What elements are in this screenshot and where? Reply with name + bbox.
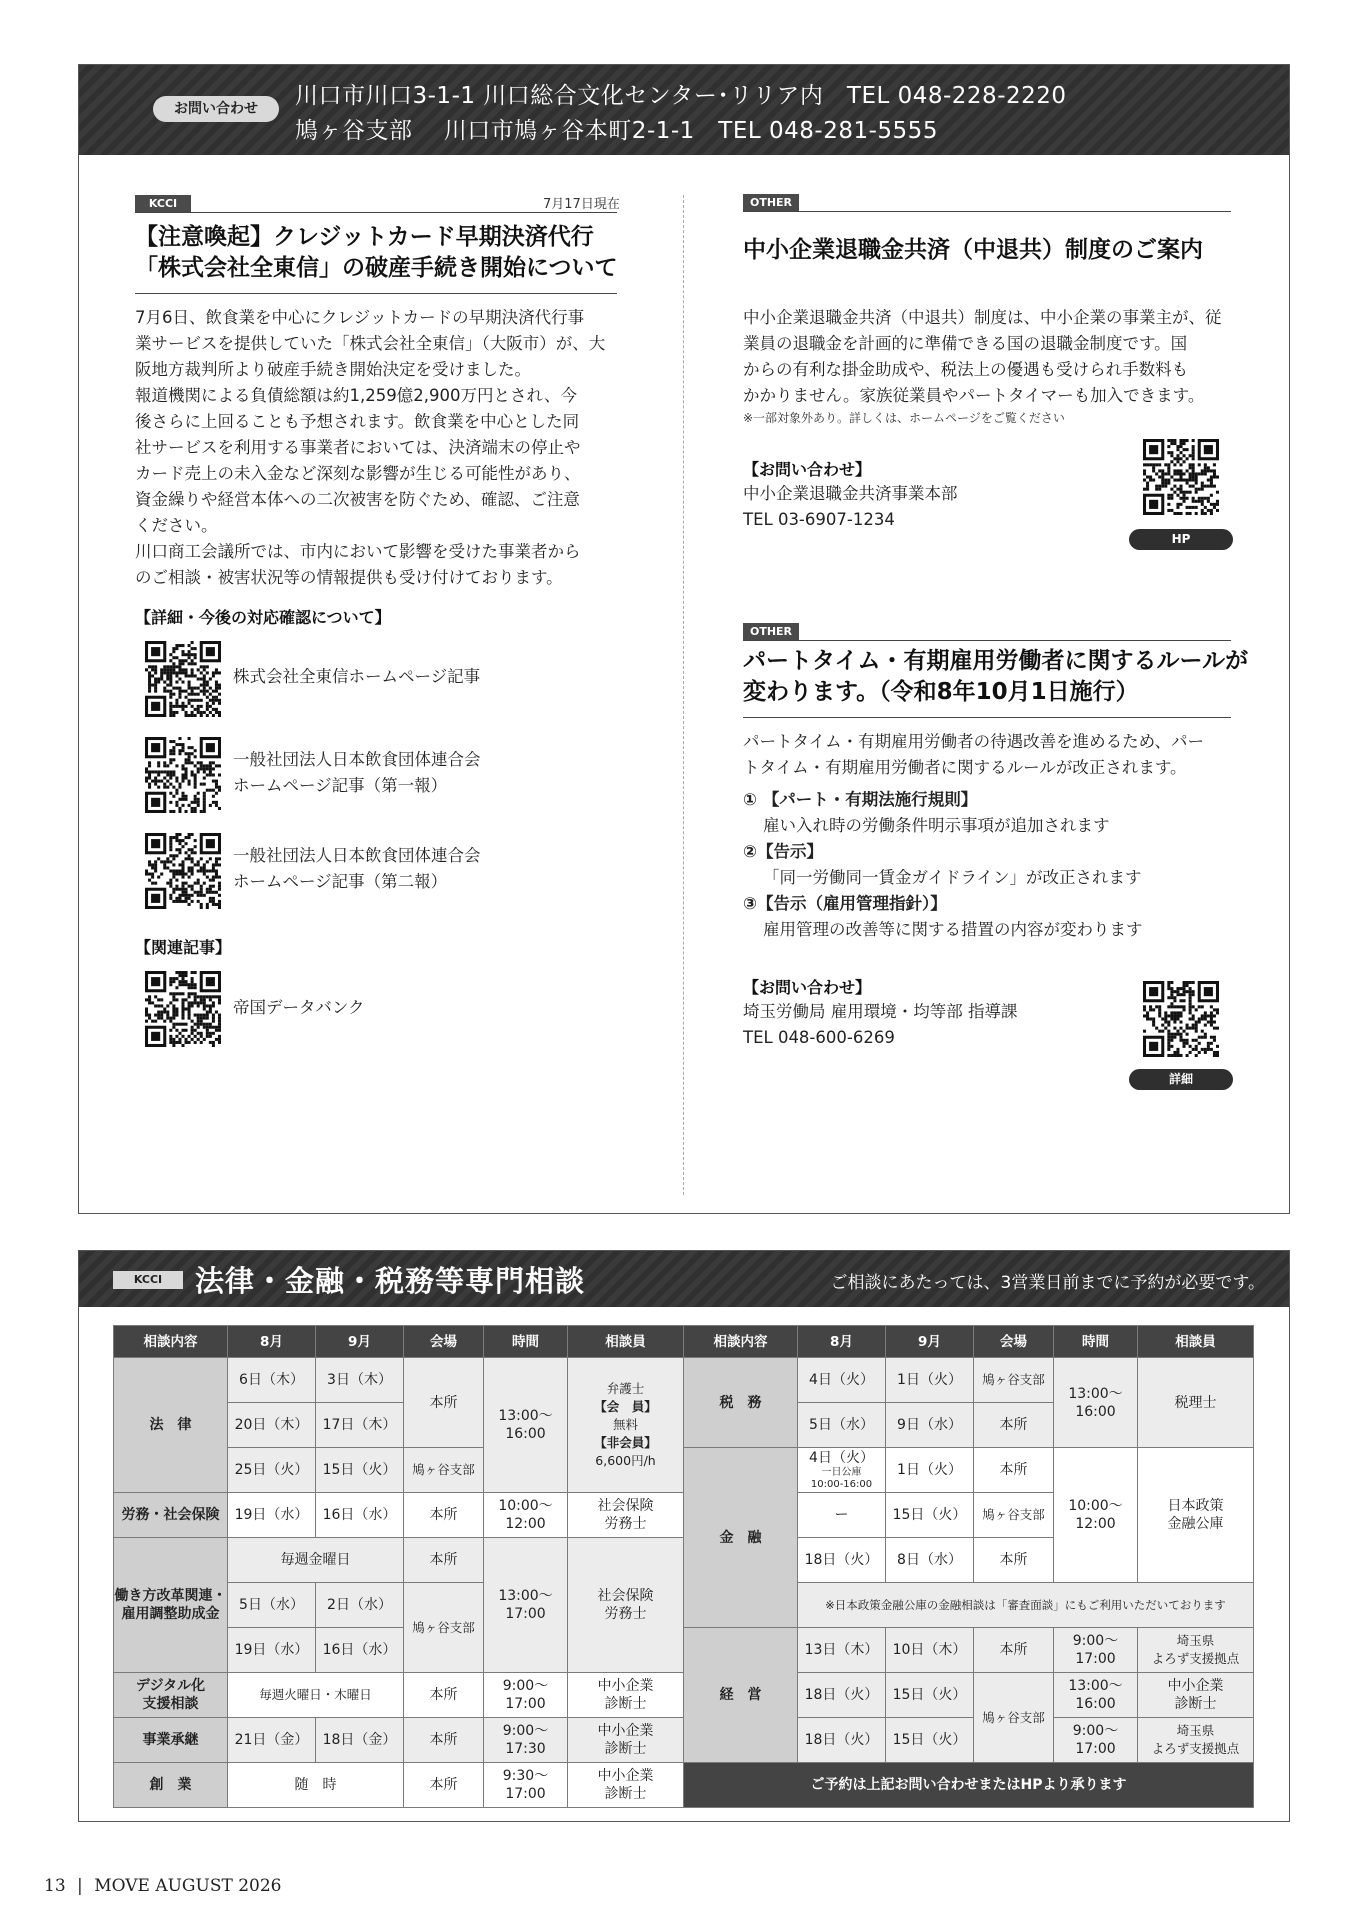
sep-date: 16日（水） — [316, 1493, 404, 1538]
aug-date: 6日（木） — [228, 1358, 316, 1403]
sep-date: 15日（火） — [886, 1673, 974, 1718]
category-digital: デジタル化 支援相談 — [114, 1673, 228, 1718]
time: 9:00～ 17:30 — [484, 1718, 568, 1763]
staff: 社会保険 労務士 — [568, 1538, 684, 1673]
table-row — [684, 1628, 1254, 1673]
qr-code-jfa-first[interactable] — [145, 737, 221, 813]
table-header: 時間 — [484, 1326, 568, 1358]
table-header: 会場 — [974, 1326, 1054, 1358]
aug-date: 19日（水） — [228, 1628, 316, 1673]
info-box — [78, 64, 1290, 1214]
time: 13:00～ 16:00 — [484, 1358, 568, 1493]
aug-date: 25日（火） — [228, 1448, 316, 1493]
category-labor: 労務・社会保険 — [114, 1493, 228, 1538]
table-header: 相談員 — [1138, 1326, 1254, 1358]
sep-date: 16日（水） — [316, 1628, 404, 1673]
article-body: 中小企業退職金共済（中退共）制度は、中小企業の事業主が、従 業員の退職金を計画的に準備できる国の退職金制度です。国 からの有利な掛金助成や、税法上の優遇も受けられ手数料も かかりません。家族従業員やパートタイマーも加入できます。 — [743, 308, 1222, 405]
qr-code-tdb[interactable] — [145, 971, 221, 1047]
date: 毎週金曜日 — [228, 1538, 404, 1583]
magazine-name: MOVE — [94, 1876, 150, 1896]
issue-label: AUGUST 2026 — [155, 1876, 282, 1896]
category-management: 経 営 — [684, 1628, 798, 1763]
tag-rule — [743, 211, 1231, 212]
aug-date: 5日（水） — [228, 1583, 316, 1628]
finance-note: ※日本政策金融公庫の金融相談は「審査面談」にもご利用いただいております — [798, 1583, 1254, 1628]
article-intro: パートタイム・有期雇用労働者の待遇改善を進めるため、パー トタイム・有期雇用労働者に関するルールが改正されます。 — [743, 732, 1205, 777]
time: 9:00～ 17:00 — [484, 1673, 568, 1718]
contact-heading: 【お問い合わせ】 — [743, 460, 872, 479]
table-row — [114, 1673, 684, 1718]
footer-separator: | — [77, 1876, 83, 1896]
table-row — [114, 1493, 684, 1538]
category-law: 法 律 — [114, 1358, 228, 1493]
time: 9:00～ 17:00 — [1054, 1628, 1138, 1673]
category-startup: 創 業 — [114, 1763, 228, 1808]
consultation-header-bar — [79, 1251, 1289, 1307]
table-row — [114, 1538, 684, 1583]
venue: 本所 — [404, 1493, 484, 1538]
sep-date: 15日（火） — [886, 1718, 974, 1763]
aug-date: 5日（水） — [798, 1403, 886, 1448]
qr-code-details[interactable] — [1143, 981, 1219, 1057]
category-tax: 税 務 — [684, 1358, 798, 1448]
venue: 鳩ヶ谷支部 — [404, 1583, 484, 1673]
sep-date: 1日（火） — [886, 1358, 974, 1403]
venue: 本所 — [404, 1718, 484, 1763]
link-jfa-second-report[interactable]: 一般社団法人日本飲食団体連合会 ホームページ記事（第二報） — [233, 846, 481, 891]
as-of-date: 7月17日現在 — [543, 197, 620, 212]
consultation-title: 法律・金融・税務等専門相談 — [195, 1264, 586, 1298]
sep-date: 1日（火） — [886, 1448, 974, 1493]
venue: 本所 — [974, 1403, 1054, 1448]
category-succession: 事業承継 — [114, 1718, 228, 1763]
sep-date: 2日（水） — [316, 1583, 404, 1628]
table-row — [684, 1448, 1254, 1493]
consultation-section — [78, 1250, 1290, 1822]
aug-date: 4日（火） 一日公庫 10:00-16:00 — [798, 1448, 886, 1493]
page-number: 13 — [44, 1876, 66, 1896]
table-row — [114, 1358, 684, 1403]
table-header: 相談内容 — [684, 1326, 798, 1358]
aug-date: 19日（水） — [228, 1493, 316, 1538]
table-header: 9月 — [316, 1326, 404, 1358]
sep-date: 9日（水） — [886, 1403, 974, 1448]
sep-date: 15日（火） — [316, 1448, 404, 1493]
reservation-note: ご相談にあたっては、3営業日前までに予約が必要です。 — [830, 1273, 1265, 1293]
contact-org: 埼玉労働局 雇用環境・均等部 指導課 — [743, 1002, 1018, 1021]
category-finance: 金 融 — [684, 1448, 798, 1628]
table-header: 9月 — [886, 1326, 974, 1358]
time: 10:00～ 12:00 — [1054, 1448, 1138, 1583]
date: 随 時 — [228, 1763, 404, 1808]
related-heading: 【関連記事】 — [135, 938, 232, 957]
contact-org: 中小企業退職金共済事業本部 — [743, 484, 958, 503]
aug-date: 18日（火） — [798, 1718, 886, 1763]
article-tag: OTHER — [743, 623, 799, 640]
aug-date: 13日（木） — [798, 1628, 886, 1673]
title-rule — [743, 717, 1231, 718]
staff: 中小企業 診断士 — [1138, 1673, 1254, 1718]
link-teikoku-databank[interactable]: 帝国データバンク — [233, 998, 365, 1017]
page-footer — [44, 1876, 282, 1896]
hp-button[interactable]: HP — [1129, 529, 1233, 550]
sep-date: 17日（木） — [316, 1403, 404, 1448]
column-divider — [683, 195, 684, 1195]
article-title: 【注意喚起】クレジットカード早期決済代行 「株式会社全東信」の破産手続き開始について — [135, 224, 618, 281]
table-header: 会場 — [404, 1326, 484, 1358]
venue: 本所 — [974, 1628, 1054, 1673]
reservation-footer: ご予約は上記お問い合わせまたはHPより承ります — [684, 1763, 1254, 1808]
staff: 埼玉県 よろず支援拠点 — [1138, 1628, 1254, 1673]
time: 10:00～ 12:00 — [484, 1493, 568, 1538]
contact-tel: TEL 048-600-6269 — [743, 1028, 895, 1047]
link-zentoshin[interactable]: 株式会社全東信ホームページ記事 — [233, 667, 481, 686]
title-rule — [135, 293, 617, 294]
article-tag: OTHER — [743, 194, 799, 211]
sep-date: 3日（木） — [316, 1358, 404, 1403]
details-button[interactable]: 詳細 — [1129, 1069, 1233, 1090]
table-row — [684, 1358, 1254, 1403]
venue: 本所 — [404, 1673, 484, 1718]
footnote: ※一部対象外あり。詳しくは、ホームページをご覧ください — [743, 411, 1065, 425]
article-tag: KCCI — [135, 195, 191, 212]
sep-date: 15日（火） — [886, 1493, 974, 1538]
contact-bar — [79, 65, 1289, 155]
link-jfa-first-report[interactable]: 一般社団法人日本飲食団体連合会 ホームページ記事（第一報） — [233, 750, 481, 795]
table-row — [684, 1763, 1254, 1808]
time: 13:00～ 16:00 — [1054, 1358, 1138, 1448]
article-title: 中小企業退職金共済（中退共）制度のご案内 — [743, 237, 1203, 263]
time: 9:30～ 17:00 — [484, 1763, 568, 1808]
time: 13:00～ 17:00 — [484, 1538, 568, 1673]
staff: 日本政策 金融公庫 — [1138, 1448, 1254, 1583]
date: 毎週火曜日・木曜日 — [228, 1673, 404, 1718]
venue: 本所 — [974, 1448, 1054, 1493]
sep-date: 8日（水） — [886, 1538, 974, 1583]
venue: 本所 — [404, 1358, 484, 1448]
rule-changes-list: ① 【パート・有期法施行規則】 雇い入れ時の労働条件明示事項が追加されます ②【告示】 「同一労働同一賃金ガイドライン」が改正されます ③【告示（雇用管理指針）】 雇用管理の改善等に関する措置の内容が変わります — [743, 790, 1143, 939]
venue: 鳩ヶ谷支部 — [974, 1673, 1054, 1763]
table-header: 相談員 — [568, 1326, 684, 1358]
venue: 鳩ヶ谷支部 — [974, 1358, 1054, 1403]
table-header: 8月 — [798, 1326, 886, 1358]
venue: 本所 — [404, 1538, 484, 1583]
contact-tel: TEL 03-6907-1234 — [743, 510, 895, 529]
qr-code-zentoshin[interactable] — [145, 641, 221, 717]
table-row — [114, 1763, 684, 1808]
time: 13:00～ 16:00 — [1054, 1673, 1138, 1718]
article-title: パートタイム・有期雇用労働者に関するルールが 変わります。（令和8年10月1日施行） — [743, 648, 1249, 705]
aug-date: ー — [798, 1493, 886, 1538]
time: 9:00～ 17:00 — [1054, 1718, 1138, 1763]
contact-heading: 【お問い合わせ】 — [743, 978, 872, 997]
tag-rule — [743, 640, 1231, 641]
qr-code-hp[interactable] — [1143, 439, 1219, 515]
venue: 本所 — [974, 1538, 1054, 1583]
aug-date: 21日（金） — [228, 1718, 316, 1763]
aug-date: 18日（火） — [798, 1673, 886, 1718]
staff: 埼玉県 よろず支援拠点 — [1138, 1718, 1254, 1763]
aug-date: 18日（火） — [798, 1538, 886, 1583]
venue: 鳩ヶ谷支部 — [974, 1493, 1054, 1538]
staff: 社会保険 労務士 — [568, 1493, 684, 1538]
details-heading: 【詳細・今後の対応確認について】 — [135, 608, 391, 627]
venue: 本所 — [404, 1763, 484, 1808]
staff: 税理士 — [1138, 1358, 1254, 1448]
contact-label: お問い合わせ — [153, 96, 279, 122]
category-workstyle: 働き方改革関連・ 雇用調整助成金 — [114, 1538, 228, 1673]
qr-code-jfa-second[interactable] — [145, 833, 221, 909]
schedule-table-right — [683, 1325, 1254, 1808]
table-row — [114, 1718, 684, 1763]
table-header: 相談内容 — [114, 1326, 228, 1358]
staff: 中小企業 診断士 — [568, 1763, 684, 1808]
aug-date: 20日（木） — [228, 1403, 316, 1448]
sep-date: 18日（金） — [316, 1718, 404, 1763]
venue: 鳩ヶ谷支部 — [404, 1448, 484, 1493]
article-body: 7月6日、飲食業を中心にクレジットカードの早期決済代行事 業サービスを提供していた「株式会社全東信」（大阪市）が、大 阪地方裁判所より破産手続き開始決定を受けました。 報道機関による負債総額は約1,259億2,900万円とされ、今 後さらに上回ることも予想されます。飲食業を中心とした同 社サービスを利用する事業者においては、決済端末の停止や カード売上の未入金など深刻な影響が生じる可能性があり、 資金繰りや経営本体への二次被害を防ぐため、確認、ご注意 ください。 川口商工会議所では、市内において影響を受けた事業者から のご相談・被害状況等の情報提供も受け付けております。 — [135, 308, 606, 587]
staff: 中小企業 診断士 — [568, 1718, 684, 1763]
contact-main-office: 川口市川口3-1-1 川口総合文化センター･リリア内 TEL 048-228-2220 — [295, 83, 1067, 109]
aug-date: 4日（火） — [798, 1358, 886, 1403]
sep-date: 10日（木） — [886, 1628, 974, 1673]
table-header: 時間 — [1054, 1326, 1138, 1358]
tag-rule — [135, 212, 617, 213]
consultation-tag: KCCI — [113, 1271, 183, 1289]
contact-hatogaya-branch: 鳩ヶ谷支部 川口市鳩ヶ谷本町2-1-1 TEL 048-281-5555 — [295, 118, 938, 144]
staff: 弁護士 【会 員】 無料 【非会員】 6,600円/h — [568, 1358, 684, 1493]
table-header: 8月 — [228, 1326, 316, 1358]
staff: 中小企業 診断士 — [568, 1673, 684, 1718]
schedule-table-left — [113, 1325, 684, 1808]
